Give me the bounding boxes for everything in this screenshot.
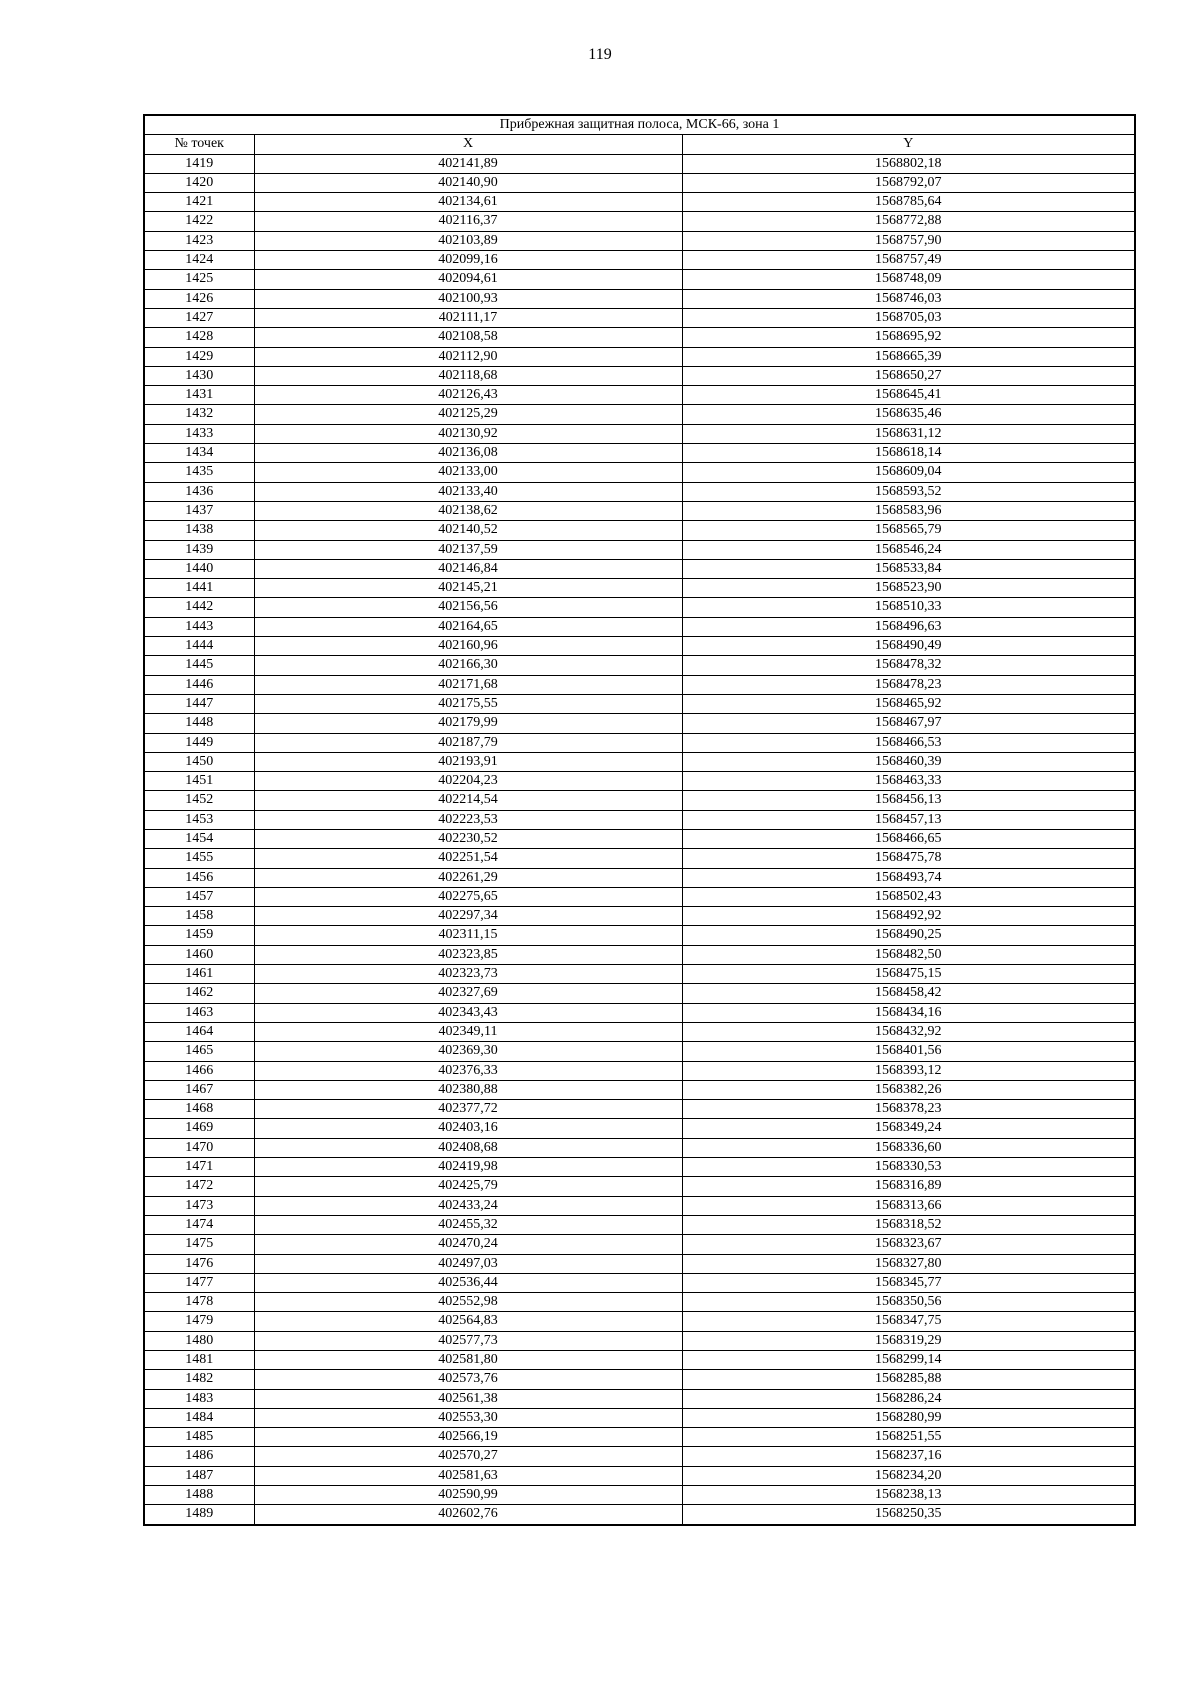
y-coordinate-cell: 1568465,92 [682, 694, 1135, 713]
x-coordinate-cell: 402377,72 [254, 1100, 682, 1119]
y-coordinate-cell: 1568792,07 [682, 173, 1135, 192]
point-number-cell: 1442 [144, 598, 254, 617]
point-number-cell: 1487 [144, 1466, 254, 1485]
point-number-cell: 1478 [144, 1293, 254, 1312]
table-row [144, 328, 1135, 347]
y-coordinate-cell: 1568478,23 [682, 675, 1135, 694]
point-number-cell: 1464 [144, 1022, 254, 1041]
x-coordinate-cell: 402133,40 [254, 482, 682, 501]
y-coordinate-cell: 1568251,55 [682, 1428, 1135, 1447]
table-row [144, 1196, 1135, 1215]
table-row [144, 1254, 1135, 1273]
point-number-cell: 1436 [144, 482, 254, 501]
point-number-cell: 1421 [144, 193, 254, 212]
y-coordinate-cell: 1568772,88 [682, 212, 1135, 231]
point-number-cell: 1463 [144, 1003, 254, 1022]
y-coordinate-cell: 1568350,56 [682, 1293, 1135, 1312]
table-row [144, 772, 1135, 791]
point-number-cell: 1462 [144, 984, 254, 1003]
point-number-cell: 1480 [144, 1331, 254, 1350]
x-coordinate-cell: 402134,61 [254, 193, 682, 212]
table-row [144, 501, 1135, 520]
table-row [144, 1022, 1135, 1041]
table-row [144, 424, 1135, 443]
table-row [144, 1177, 1135, 1196]
table-row [144, 1428, 1135, 1447]
y-coordinate-cell: 1568378,23 [682, 1100, 1135, 1119]
y-coordinate-cell: 1568347,75 [682, 1312, 1135, 1331]
point-number-cell: 1434 [144, 444, 254, 463]
point-number-cell: 1427 [144, 308, 254, 327]
table-row [144, 1370, 1135, 1389]
point-number-cell: 1439 [144, 540, 254, 559]
x-coordinate-cell: 402138,62 [254, 501, 682, 520]
y-coordinate-cell: 1568757,90 [682, 231, 1135, 250]
x-coordinate-cell: 402602,76 [254, 1505, 682, 1525]
x-coordinate-cell: 402561,38 [254, 1389, 682, 1408]
x-coordinate-cell: 402140,52 [254, 521, 682, 540]
table-row [144, 694, 1135, 713]
column-header-y: Y [682, 135, 1135, 154]
table-row [144, 347, 1135, 366]
x-coordinate-cell: 402230,52 [254, 829, 682, 848]
table-row [144, 1505, 1135, 1525]
y-coordinate-cell: 1568802,18 [682, 154, 1135, 173]
point-number-cell: 1470 [144, 1138, 254, 1157]
y-coordinate-cell: 1568318,52 [682, 1215, 1135, 1234]
table-row [144, 308, 1135, 327]
y-coordinate-cell: 1568757,49 [682, 251, 1135, 270]
point-number-cell: 1457 [144, 887, 254, 906]
x-coordinate-cell: 402573,76 [254, 1370, 682, 1389]
x-coordinate-cell: 402327,69 [254, 984, 682, 1003]
x-coordinate-cell: 402133,00 [254, 463, 682, 482]
table-row [144, 598, 1135, 617]
y-coordinate-cell: 1568492,92 [682, 907, 1135, 926]
y-coordinate-cell: 1568458,42 [682, 984, 1135, 1003]
table-row [144, 212, 1135, 231]
table-caption-row [144, 115, 1135, 135]
x-coordinate-cell: 402140,90 [254, 173, 682, 192]
y-coordinate-cell: 1568496,63 [682, 617, 1135, 636]
column-header-x: X [254, 135, 682, 154]
x-coordinate-cell: 402433,24 [254, 1196, 682, 1215]
table-row [144, 637, 1135, 656]
point-number-cell: 1486 [144, 1447, 254, 1466]
table-row [144, 1331, 1135, 1350]
x-coordinate-cell: 402130,92 [254, 424, 682, 443]
table-row [144, 1042, 1135, 1061]
x-coordinate-cell: 402125,29 [254, 405, 682, 424]
table-row [144, 405, 1135, 424]
table-row [144, 540, 1135, 559]
x-coordinate-cell: 402419,98 [254, 1158, 682, 1177]
table-row [144, 386, 1135, 405]
y-coordinate-cell: 1568493,74 [682, 868, 1135, 887]
y-coordinate-cell: 1568280,99 [682, 1408, 1135, 1427]
y-coordinate-cell: 1568748,09 [682, 270, 1135, 289]
point-number-cell: 1474 [144, 1215, 254, 1234]
y-coordinate-cell: 1568593,52 [682, 482, 1135, 501]
point-number-cell: 1438 [144, 521, 254, 540]
y-coordinate-cell: 1568645,41 [682, 386, 1135, 405]
x-coordinate-cell: 402581,80 [254, 1351, 682, 1370]
x-coordinate-cell: 402577,73 [254, 1331, 682, 1350]
y-coordinate-cell: 1568382,26 [682, 1080, 1135, 1099]
point-number-cell: 1475 [144, 1235, 254, 1254]
table-row [144, 907, 1135, 926]
y-coordinate-cell: 1568482,50 [682, 945, 1135, 964]
point-number-cell: 1419 [144, 154, 254, 173]
x-coordinate-cell: 402251,54 [254, 849, 682, 868]
x-coordinate-cell: 402570,27 [254, 1447, 682, 1466]
point-number-cell: 1429 [144, 347, 254, 366]
point-number-cell: 1485 [144, 1428, 254, 1447]
y-coordinate-cell: 1568502,43 [682, 887, 1135, 906]
point-number-cell: 1472 [144, 1177, 254, 1196]
point-number-cell: 1450 [144, 752, 254, 771]
table-header-row [144, 135, 1135, 154]
y-coordinate-cell: 1568457,13 [682, 810, 1135, 829]
y-coordinate-cell: 1568323,67 [682, 1235, 1135, 1254]
x-coordinate-cell: 402175,55 [254, 694, 682, 713]
y-coordinate-cell: 1568546,24 [682, 540, 1135, 559]
table-row [144, 714, 1135, 733]
y-coordinate-cell: 1568635,46 [682, 405, 1135, 424]
table-row [144, 1408, 1135, 1427]
point-number-cell: 1432 [144, 405, 254, 424]
point-number-cell: 1441 [144, 579, 254, 598]
x-coordinate-cell: 402160,96 [254, 637, 682, 656]
y-coordinate-cell: 1568330,53 [682, 1158, 1135, 1177]
y-coordinate-cell: 1568319,29 [682, 1331, 1135, 1350]
point-number-cell: 1431 [144, 386, 254, 405]
x-coordinate-cell: 402323,73 [254, 965, 682, 984]
page-number: 119 [588, 46, 612, 63]
point-number-cell: 1459 [144, 926, 254, 945]
point-number-cell: 1488 [144, 1486, 254, 1505]
point-number-cell: 1461 [144, 965, 254, 984]
y-coordinate-cell: 1568316,89 [682, 1177, 1135, 1196]
point-number-cell: 1466 [144, 1061, 254, 1080]
table-row [144, 733, 1135, 752]
point-number-cell: 1483 [144, 1389, 254, 1408]
x-coordinate-cell: 402261,29 [254, 868, 682, 887]
table-row [144, 521, 1135, 540]
point-number-cell: 1481 [144, 1351, 254, 1370]
y-coordinate-cell: 1568299,14 [682, 1351, 1135, 1370]
y-coordinate-cell: 1568234,20 [682, 1466, 1135, 1485]
y-coordinate-cell: 1568456,13 [682, 791, 1135, 810]
point-number-cell: 1440 [144, 559, 254, 578]
table-row [144, 482, 1135, 501]
point-number-cell: 1435 [144, 463, 254, 482]
table-row [144, 1351, 1135, 1370]
table-row [144, 444, 1135, 463]
x-coordinate-cell: 402100,93 [254, 289, 682, 308]
point-number-cell: 1449 [144, 733, 254, 752]
x-coordinate-cell: 402141,89 [254, 154, 682, 173]
y-coordinate-cell: 1568510,33 [682, 598, 1135, 617]
table-row [144, 1061, 1135, 1080]
x-coordinate-cell: 402403,16 [254, 1119, 682, 1138]
table-row [144, 1138, 1135, 1157]
x-coordinate-cell: 402164,65 [254, 617, 682, 636]
y-coordinate-cell: 1568475,78 [682, 849, 1135, 868]
table-row [144, 1003, 1135, 1022]
table-row [144, 1215, 1135, 1234]
table-row [144, 1466, 1135, 1485]
table-row [144, 617, 1135, 636]
point-number-cell: 1468 [144, 1100, 254, 1119]
table-row [144, 752, 1135, 771]
table-row [144, 1235, 1135, 1254]
x-coordinate-cell: 402223,53 [254, 810, 682, 829]
point-number-cell: 1445 [144, 656, 254, 675]
y-coordinate-cell: 1568237,16 [682, 1447, 1135, 1466]
y-coordinate-cell: 1568393,12 [682, 1061, 1135, 1080]
table-row [144, 984, 1135, 1003]
x-coordinate-cell: 402297,34 [254, 907, 682, 926]
y-coordinate-cell: 1568349,24 [682, 1119, 1135, 1138]
point-number-cell: 1469 [144, 1119, 254, 1138]
x-coordinate-cell: 402145,21 [254, 579, 682, 598]
point-number-cell: 1430 [144, 366, 254, 385]
point-number-cell: 1424 [144, 251, 254, 270]
point-number-cell: 1451 [144, 772, 254, 791]
x-coordinate-cell: 402323,85 [254, 945, 682, 964]
x-coordinate-cell: 402187,79 [254, 733, 682, 752]
y-coordinate-cell: 1568490,49 [682, 637, 1135, 656]
y-coordinate-cell: 1568434,16 [682, 1003, 1135, 1022]
y-coordinate-cell: 1568705,03 [682, 308, 1135, 327]
x-coordinate-cell: 402156,56 [254, 598, 682, 617]
table-row [144, 926, 1135, 945]
x-coordinate-cell: 402099,16 [254, 251, 682, 270]
table-caption: Прибрежная защитная полоса, МСК-66, зона 1 [144, 115, 1135, 135]
x-coordinate-cell: 402126,43 [254, 386, 682, 405]
y-coordinate-cell: 1568650,27 [682, 366, 1135, 385]
x-coordinate-cell: 402564,83 [254, 1312, 682, 1331]
table-row [144, 173, 1135, 192]
point-number-cell: 1467 [144, 1080, 254, 1099]
column-header-point-number: № точек [144, 135, 254, 154]
point-number-cell: 1447 [144, 694, 254, 713]
x-coordinate-cell: 402136,08 [254, 444, 682, 463]
x-coordinate-cell: 402376,33 [254, 1061, 682, 1080]
point-number-cell: 1444 [144, 637, 254, 656]
point-number-cell: 1477 [144, 1273, 254, 1292]
table-row [144, 656, 1135, 675]
table-row [144, 887, 1135, 906]
x-coordinate-cell: 402408,68 [254, 1138, 682, 1157]
table-row [144, 1158, 1135, 1177]
x-coordinate-cell: 402343,43 [254, 1003, 682, 1022]
point-number-cell: 1476 [144, 1254, 254, 1273]
table-row [144, 289, 1135, 308]
point-number-cell: 1454 [144, 829, 254, 848]
y-coordinate-cell: 1568583,96 [682, 501, 1135, 520]
y-coordinate-cell: 1568665,39 [682, 347, 1135, 366]
point-number-cell: 1425 [144, 270, 254, 289]
table-row [144, 559, 1135, 578]
x-coordinate-cell: 402470,24 [254, 1235, 682, 1254]
table-row [144, 1312, 1135, 1331]
y-coordinate-cell: 1568565,79 [682, 521, 1135, 540]
table-row [144, 868, 1135, 887]
point-number-cell: 1420 [144, 173, 254, 192]
point-number-cell: 1460 [144, 945, 254, 964]
x-coordinate-cell: 402112,90 [254, 347, 682, 366]
x-coordinate-cell: 402171,68 [254, 675, 682, 694]
table-row [144, 251, 1135, 270]
x-coordinate-cell: 402146,84 [254, 559, 682, 578]
x-coordinate-cell: 402566,19 [254, 1428, 682, 1447]
table-row [144, 675, 1135, 694]
table-row [144, 1486, 1135, 1505]
y-coordinate-cell: 1568327,80 [682, 1254, 1135, 1273]
table-body [144, 154, 1135, 1525]
x-coordinate-cell: 402425,79 [254, 1177, 682, 1196]
point-number-cell: 1465 [144, 1042, 254, 1061]
y-coordinate-cell: 1568313,66 [682, 1196, 1135, 1215]
table-row [144, 231, 1135, 250]
point-number-cell: 1479 [144, 1312, 254, 1331]
point-number-cell: 1473 [144, 1196, 254, 1215]
x-coordinate-cell: 402116,37 [254, 212, 682, 231]
table-row [144, 849, 1135, 868]
point-number-cell: 1484 [144, 1408, 254, 1427]
y-coordinate-cell: 1568695,92 [682, 328, 1135, 347]
x-coordinate-cell: 402108,58 [254, 328, 682, 347]
x-coordinate-cell: 402179,99 [254, 714, 682, 733]
x-coordinate-cell: 402214,54 [254, 791, 682, 810]
y-coordinate-cell: 1568533,84 [682, 559, 1135, 578]
point-number-cell: 1433 [144, 424, 254, 443]
x-coordinate-cell: 402204,23 [254, 772, 682, 791]
table-row [144, 1293, 1135, 1312]
y-coordinate-cell: 1568336,60 [682, 1138, 1135, 1157]
point-number-cell: 1437 [144, 501, 254, 520]
y-coordinate-cell: 1568746,03 [682, 289, 1135, 308]
table-row [144, 193, 1135, 212]
x-coordinate-cell: 402552,98 [254, 1293, 682, 1312]
y-coordinate-cell: 1568285,88 [682, 1370, 1135, 1389]
y-coordinate-cell: 1568618,14 [682, 444, 1135, 463]
x-coordinate-cell: 402581,63 [254, 1466, 682, 1485]
x-coordinate-cell: 402349,11 [254, 1022, 682, 1041]
point-number-cell: 1423 [144, 231, 254, 250]
point-number-cell: 1428 [144, 328, 254, 347]
table-row [144, 791, 1135, 810]
table-row [144, 945, 1135, 964]
x-coordinate-cell: 402380,88 [254, 1080, 682, 1099]
y-coordinate-cell: 1568785,64 [682, 193, 1135, 212]
y-coordinate-cell: 1568466,65 [682, 829, 1135, 848]
x-coordinate-cell: 402553,30 [254, 1408, 682, 1427]
y-coordinate-cell: 1568286,24 [682, 1389, 1135, 1408]
x-coordinate-cell: 402275,65 [254, 887, 682, 906]
coordinates-table [143, 114, 1136, 1526]
table-row [144, 1100, 1135, 1119]
point-number-cell: 1471 [144, 1158, 254, 1177]
x-coordinate-cell: 402311,15 [254, 926, 682, 945]
table-row [144, 810, 1135, 829]
x-coordinate-cell: 402103,89 [254, 231, 682, 250]
table-row [144, 1080, 1135, 1099]
point-number-cell: 1489 [144, 1505, 254, 1525]
table-row [144, 965, 1135, 984]
x-coordinate-cell: 402536,44 [254, 1273, 682, 1292]
y-coordinate-cell: 1568467,97 [682, 714, 1135, 733]
point-number-cell: 1458 [144, 907, 254, 926]
x-coordinate-cell: 402118,68 [254, 366, 682, 385]
y-coordinate-cell: 1568631,12 [682, 424, 1135, 443]
point-number-cell: 1422 [144, 212, 254, 231]
point-number-cell: 1446 [144, 675, 254, 694]
y-coordinate-cell: 1568523,90 [682, 579, 1135, 598]
point-number-cell: 1452 [144, 791, 254, 810]
point-number-cell: 1453 [144, 810, 254, 829]
y-coordinate-cell: 1568401,56 [682, 1042, 1135, 1061]
table-row [144, 579, 1135, 598]
table-row [144, 463, 1135, 482]
point-number-cell: 1455 [144, 849, 254, 868]
point-number-cell: 1482 [144, 1370, 254, 1389]
y-coordinate-cell: 1568466,53 [682, 733, 1135, 752]
table-row [144, 1389, 1135, 1408]
point-number-cell: 1443 [144, 617, 254, 636]
table-row [144, 270, 1135, 289]
x-coordinate-cell: 402455,32 [254, 1215, 682, 1234]
point-number-cell: 1448 [144, 714, 254, 733]
y-coordinate-cell: 1568238,13 [682, 1486, 1135, 1505]
y-coordinate-cell: 1568609,04 [682, 463, 1135, 482]
y-coordinate-cell: 1568460,39 [682, 752, 1135, 771]
x-coordinate-cell: 402590,99 [254, 1486, 682, 1505]
y-coordinate-cell: 1568475,15 [682, 965, 1135, 984]
x-coordinate-cell: 402166,30 [254, 656, 682, 675]
y-coordinate-cell: 1568478,32 [682, 656, 1135, 675]
point-number-cell: 1456 [144, 868, 254, 887]
table-row [144, 1119, 1135, 1138]
y-coordinate-cell: 1568463,33 [682, 772, 1135, 791]
x-coordinate-cell: 402094,61 [254, 270, 682, 289]
y-coordinate-cell: 1568490,25 [682, 926, 1135, 945]
table-row [144, 1273, 1135, 1292]
x-coordinate-cell: 402497,03 [254, 1254, 682, 1273]
y-coordinate-cell: 1568345,77 [682, 1273, 1135, 1292]
x-coordinate-cell: 402369,30 [254, 1042, 682, 1061]
x-coordinate-cell: 402137,59 [254, 540, 682, 559]
x-coordinate-cell: 402193,91 [254, 752, 682, 771]
x-coordinate-cell: 402111,17 [254, 308, 682, 327]
table-row [144, 154, 1135, 173]
y-coordinate-cell: 1568432,92 [682, 1022, 1135, 1041]
point-number-cell: 1426 [144, 289, 254, 308]
table-row [144, 829, 1135, 848]
table-row [144, 366, 1135, 385]
y-coordinate-cell: 1568250,35 [682, 1505, 1135, 1525]
table-row [144, 1447, 1135, 1466]
